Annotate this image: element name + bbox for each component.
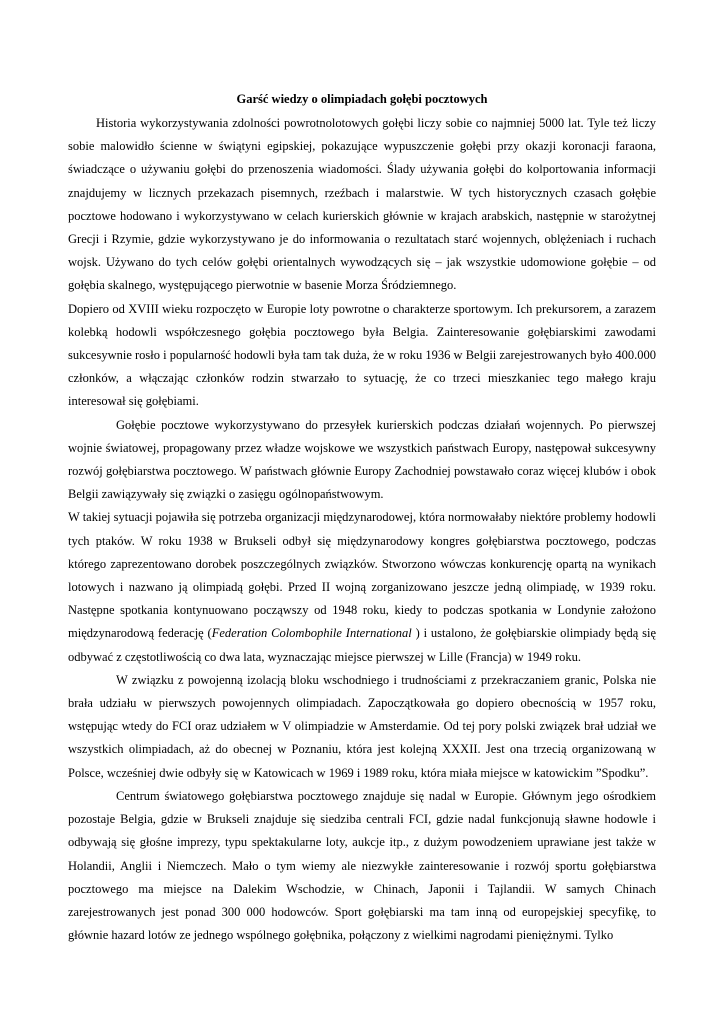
paragraph-international-org-text-2: ) i ustalono, że gołębiarskie olimpiady będą się odbywać z częstotliwością co dwa lata, wyznaczając miejsce pierwszej w Lille (Francja) w 1949 roku. xyxy=(68,626,657,664)
paragraph-international-org xyxy=(68,506,656,668)
document-title: Garść wiedzy o olimpiadach gołębi pocztowych xyxy=(236,92,488,106)
paragraph-poland: W związku z powojenną izolacją bloku wschodniego i trudnościami z przekraczaniem granic, Polska nie brała udziału w pierwszych powojennych olimpiadach. Zapoczątkowała go dopiero obecnością w 1957 roku, wstępując wtedy do FCI oraz udziałem w V olimpiadzie w Amsterdamie. Od tej pory polski związek brał udział we wszystkich olimpiadach, aż do obecnej w Poznaniu, która jest kolejną XXXII. Jest ona trzecią organizowaną w Polsce, wcześniej dwie odbyły się w Katowicach w 1969 i 1989 roku, która miała miejsce w katowickim ”Spodku”. xyxy=(68,672,656,780)
paragraph-world-center: Centrum światowego gołębiarstwa pocztowego znajduje się nadal w Europie. Głównym jego ośrodkiem pozostaje Belgia, gdzie w Brukseli znajduje się siedziba centrali FCI, gdzie nadal funkcjonują sławne hodowle i odbywają się głośne imprezy, typu spektakularne loty, aukcje itp., z dużym powodzeniem uprawiane jest także w Holandii, Anglii i Niemczech. Mało o tym wiemy ale niezwykłe zainteresowanie i rozwój sportu gołębiarstwa pocztowego ma miejsce na Dalekim Wschodzie, w Chinach, Japonii i Tajlandii. W samych Chinach zarejestrowanych jest ponad 300 000 hodowców. Sport gołębiarski ma tam inną od europejskiej specyfikę, to głównie hazard lotów ze jednego wspólnego gołębnika, połączony z wielkimi nagrodami pieniężnymi. Tylko xyxy=(68,788,656,943)
document-page xyxy=(68,86,656,947)
paragraph-history: Historia wykorzystywania zdolności powrotnolotowych gołębi liczy sobie co najmniej 5000 lat. Tyle też liczy sobie malowidło ścienne w świątyni egipskiej, pokazujące wypuszczenie gołębi przy okazji koronacji faraona, świadczące o używaniu gołębi do przenoszenia wiadomości. Ślady używania gołębi do kolportowania informacji znajdujemy w licznych przekazach pisemnych, rzeźbach i malarstwie. W tych historycznych czasach gołębie pocztowe hodowano i wykorzystywano w celach kurierskich głównie w krajach arabskich, następnie w starożytnej Grecji i Rzymie, gdzie wykorzystywano je do informowania o rezultatach starć wojennych, oblężeniach i ruchach wojsk. Używano do tych celów gołębi orientalnych wywodzących się – jak wszystkie udomowione gołębie – od gołębia skalnego, występującego pierwotnie w basenie Morza Śródziemnego. xyxy=(68,116,656,293)
federation-name: Federation Colombophile International xyxy=(211,626,412,641)
paragraph-war-use: Gołębie pocztowe wykorzystywano do przesyłek kurierskich podczas działań wojennych. Po pierwszej wojnie światowej, propagowany przez władze wojskowe we wszystkich państwach Europy, następował sukcesywny rozwój gołębiarstwa pocztowego. W państwach głównie Europy Zachodniej powstawało coraz więcej klubów i obok Belgii zawiązywały się związki o zasięgu ogólnopaństwowym. xyxy=(68,417,656,502)
paragraph-international-org-text-1: W takiej sytuacji pojawiła się potrzeba organizacji międzynarodowej, która normowałaby niektóre problemy hodowli tych ptaków. W roku 1938 w Brukseli odbył się międzynarodowy kongres gołębiarstwa pocztowego, podczas którego zaprezentowano dorobek poszczególnych związków. Stworzono wówczas konkurencję opartą na wynikach lotowych i nazwano ją olimpiadą gołębi. Przed II wojną zorganizowano jeszcze jedną olimpiadę, w 1939 roku. Następne spotkania kontynuowano począwszy od 1948 roku, kiedy to podczas spotkania w Londynie założono międzynarodową federację ( xyxy=(68,510,656,641)
paragraph-belgium: Dopiero od XVIII wieku rozpoczęto w Europie loty powrotne o charakterze sportowym. Ich prekursorem, a zarazem kolebką hodowli współczesnego gołębia pocztowego była Belgia. Zainteresowanie gołębiarskimi zawodami sukcesywnie rosło i popularność hodowli była tam tak duża, że w roku 1936 w Belgii zarejestrowanych było 400.000 członków, a włączając członków rodzin stwarzało to sytuację, że co trzeci mieszkaniec tego małego kraju interesował się gołębiami. xyxy=(68,301,656,409)
